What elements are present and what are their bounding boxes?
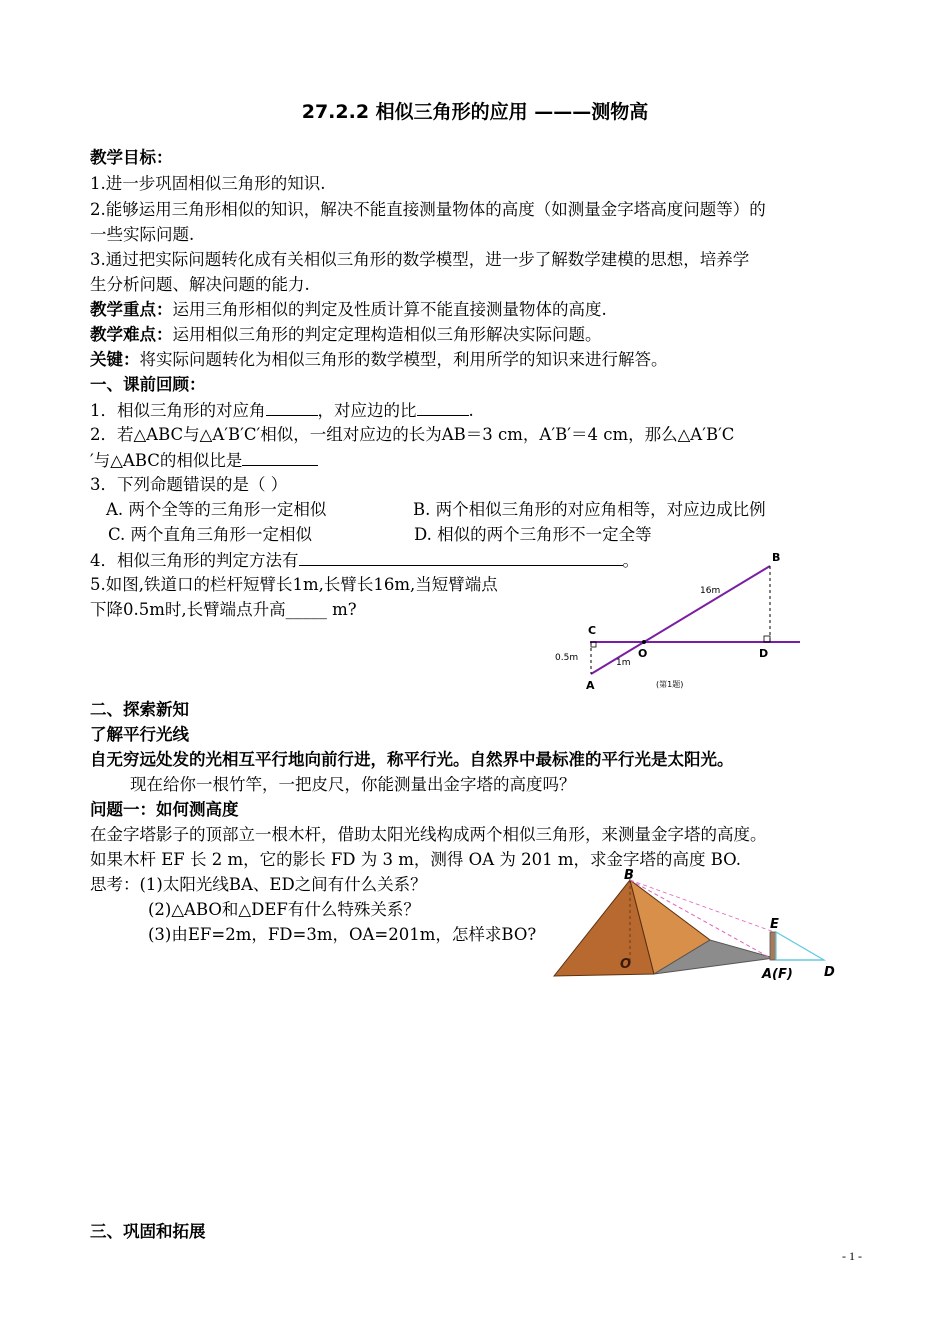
parallel-light-heading: 了解平行光线: [90, 725, 189, 744]
label-b: B: [624, 868, 634, 883]
review-heading: 一、课前回顾：: [90, 375, 206, 394]
answer-blank[interactable]: [266, 398, 318, 416]
difficulty: [90, 323, 602, 347]
explore-heading: 二、探索新知: [90, 700, 189, 719]
goal-item: 2.能够运用三角形相似的知识，解决不能直接测量物体的高度（如测量金字塔高度问题等）的: [90, 200, 766, 219]
review-q5-line1: 5.如图,铁道口的栏杆短臂长1m,长臂长16m,当短臂端点: [90, 575, 498, 594]
question-heading: 问题一：如何测高度: [90, 800, 239, 819]
q2-text: ′与△ABC的相似比是: [90, 451, 243, 470]
pivot-point: [642, 640, 646, 644]
key-label: 关键：: [90, 350, 140, 369]
review-q1: [90, 398, 474, 423]
q1-text-c: .: [468, 401, 474, 420]
difficulty-label: 教学难点：: [90, 325, 173, 344]
q4-text: 4．相似三角形的判定方法有: [90, 551, 299, 570]
goal-item: 3.通过把实际问题转化成有关相似三角形的数学模型，进一步了解数学建模的思想，培养学: [90, 250, 750, 269]
question-text: 在金字塔影子的顶部立一根木杆，借助太阳光线构成两个相似三角形，来测量金字塔的高度。: [90, 825, 767, 844]
q3-option-c: C. 两个直角三角形一定相似: [108, 525, 313, 544]
key-point: [90, 298, 607, 322]
q3-option-d: D. 相似的两个三角形不一定全等: [414, 525, 652, 544]
review-q5-line2: 下降0.5m时,长臂端点升高_____ m?: [90, 600, 357, 619]
barrier-figure: [550, 548, 810, 693]
key: [90, 348, 668, 372]
goal-item: 生分析问题、解决问题的能力.: [90, 275, 310, 294]
q4-text-end: 。: [622, 551, 639, 570]
think-3: (3)由EF=2m，FD=3m，OA=201m，怎样求BO?: [148, 925, 537, 944]
pole-shadow-triangle: [776, 932, 824, 960]
think-question: (1)太阳光线BA、ED之间有什么关系？: [139, 875, 427, 894]
key-text: 将实际问题转化为相似三角形的数学模型，利用所学的知识来进行解答。: [139, 350, 668, 369]
explore-intro: 现在给你一根竹竿，一把皮尺，你能测量出金字塔的高度吗？: [130, 775, 576, 794]
pole-ef: [770, 932, 776, 960]
length-short: 1m: [616, 658, 631, 668]
goal-item: 1.进一步巩固相似三角形的知识.: [90, 174, 326, 193]
label-b: B: [772, 551, 781, 564]
difficulty-text: 运用相似三角形的判定定理构造相似三角形解决实际问题。: [172, 325, 602, 344]
review-q2-line2: [90, 448, 318, 473]
q1-text-a: 1．相似三角形的对应角: [90, 401, 266, 420]
label-a: A: [586, 679, 595, 692]
label-o: O: [638, 647, 648, 660]
review-q2-line1: 2．若△ABC与△A′B′C′相似，一组对应边的长为AB＝3 cm，A′B′＝4 cm，那么△A′B′C: [90, 425, 735, 444]
consolidate-heading: 三、巩固和拓展: [90, 1222, 206, 1241]
goal-item: 一些实际问题.: [90, 225, 195, 244]
key-point-label: 教学重点：: [90, 300, 173, 319]
think-1: [90, 873, 427, 897]
goals-heading: 教学目标：: [90, 148, 173, 167]
label-d: D: [824, 965, 835, 980]
think-2: (2)△ABO和△DEF有什么特殊关系？: [148, 900, 420, 919]
label-e: E: [770, 917, 779, 932]
pyramid-figure: [550, 868, 850, 986]
label-d: D: [759, 647, 769, 660]
key-point-text: 运用三角形相似的判定及性质计算不能直接测量物体的高度.: [172, 300, 607, 319]
review-q3: 3．下列命题错误的是（ ）: [90, 475, 288, 494]
length-long: 16m: [700, 586, 721, 596]
label-o: O: [620, 957, 632, 972]
page-title: 27.2.2 相似三角形的应用 ———测物高: [301, 101, 649, 123]
label-af: A(F): [762, 967, 793, 982]
figure-caption: (第1题): [656, 680, 684, 689]
q3-option-a: A. 两个全等的三角形一定相似: [106, 500, 327, 519]
parallel-light-definition: 自无穷远处发的光相互平行地向前行进，称平行光。自然界中最标准的平行光是太阳光。: [90, 750, 734, 769]
label-c: C: [588, 624, 597, 637]
answer-blank[interactable]: [242, 448, 318, 466]
question-text: 如果木杆 EF 长 2 m，它的影长 FD 为 3 m，测得 OA 为 201 m，求金字塔的高度 BO.: [90, 850, 741, 869]
drop-length: 0.5m: [555, 653, 579, 663]
q3-option-b: B. 两个相似三角形的对应角相等，对应边成比例: [413, 500, 766, 519]
q1-text-b: ，对应边的比: [317, 401, 417, 420]
think-label: 思考：: [90, 875, 140, 894]
page-number: - 1 -: [842, 1249, 862, 1263]
answer-blank[interactable]: [417, 398, 469, 416]
